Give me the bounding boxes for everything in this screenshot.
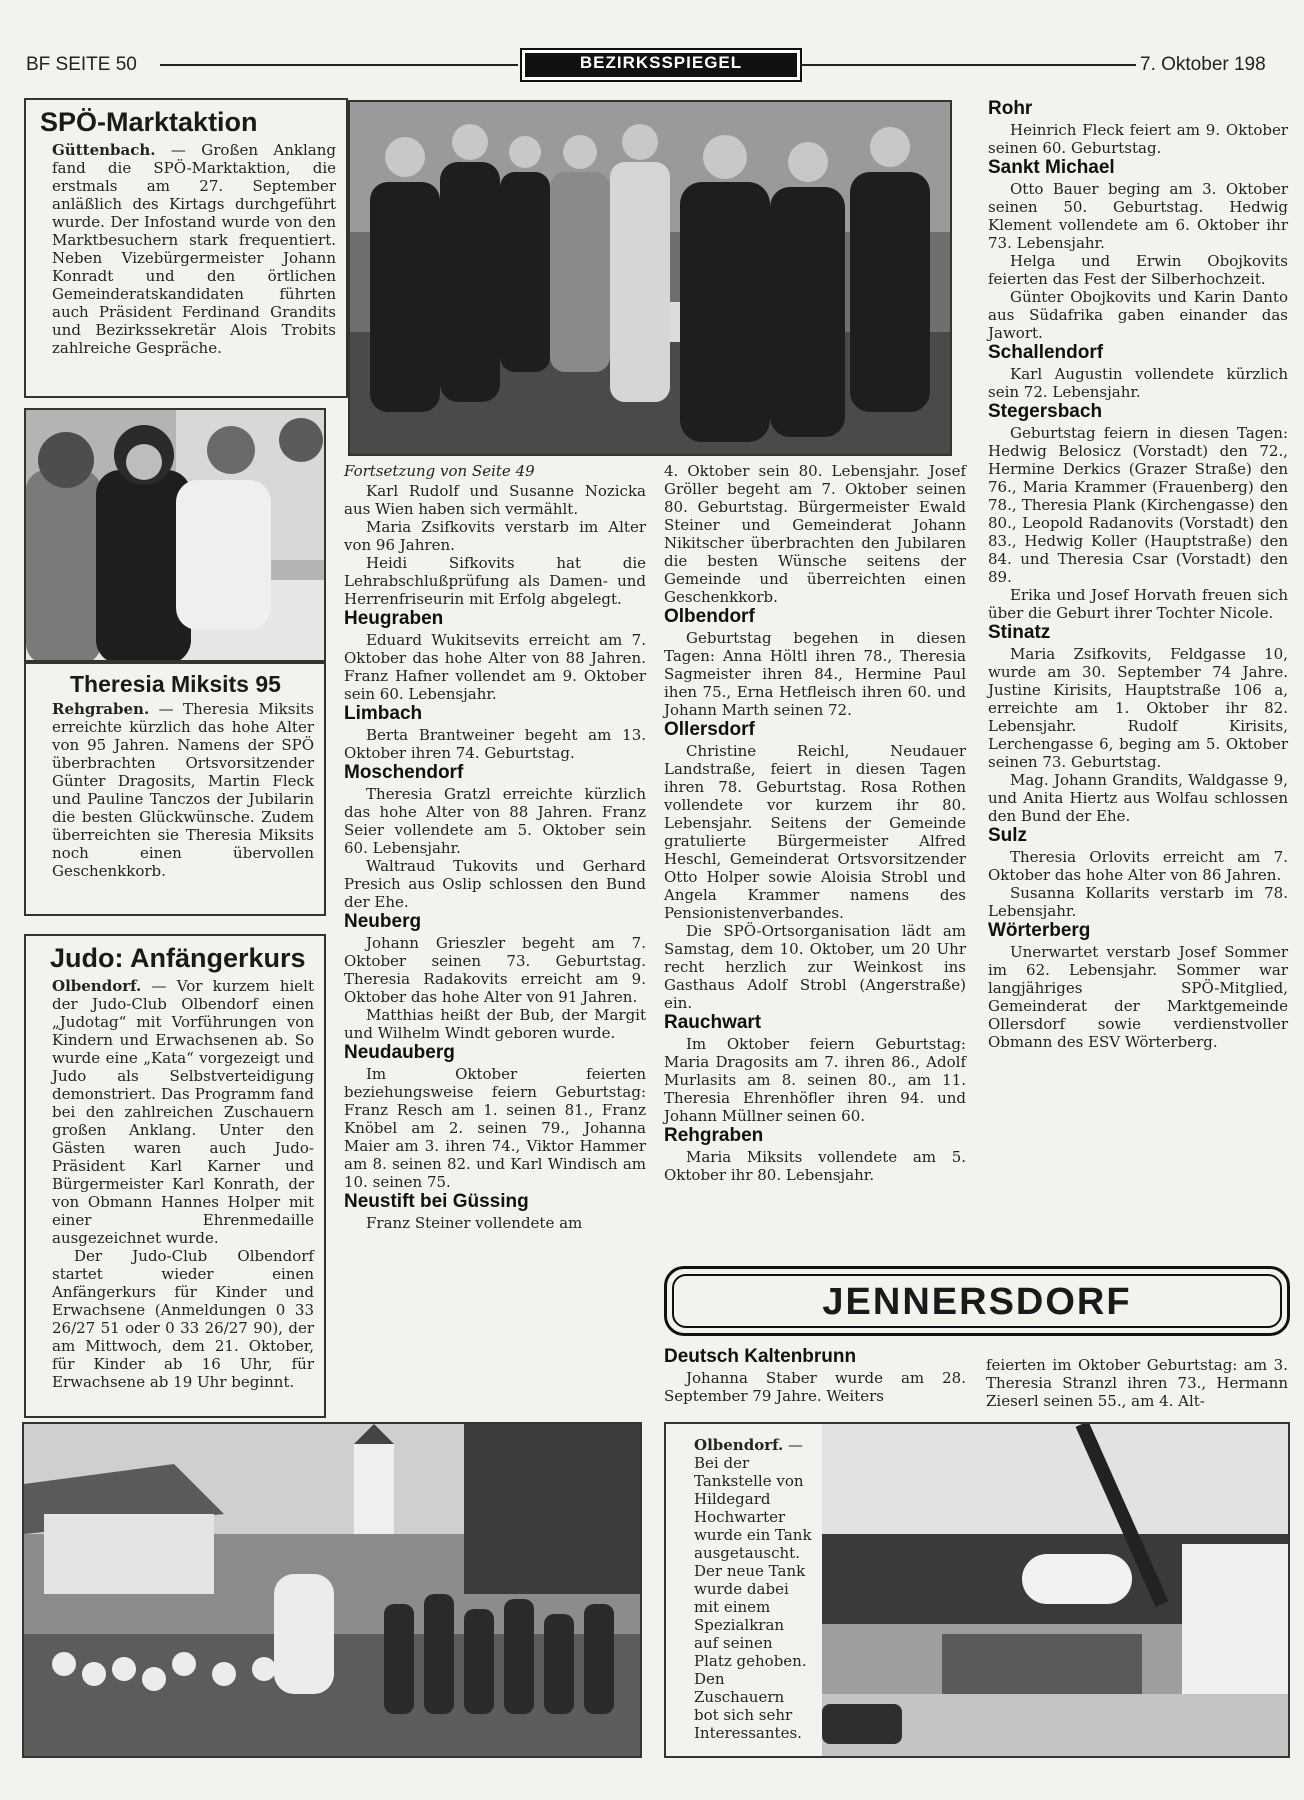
- judo-article: [24, 934, 326, 1418]
- text-neudauberg: Im Oktober feierten beziehungsweise feiern Geburtstag: Franz Resch am 1. seinen 81., Franz Knöbel am 2. seinen 79., Johanna Maier am 3. ihren 74., Viktor Hammer am 8. seinen 82. und Karl Windisch am 10. seinen 75.: [344, 1065, 646, 1191]
- column-3: [664, 462, 966, 1184]
- text-stinatz-1: Maria Zsifkovits, Feldgasse 10, wurde am 30. September 74 Jahre. Justine Kirisits, Hauptstraße 106 a, erreichte am 1. Oktober ihr 82. Lebensjahr. Rudolf Kirisits, Lerchengasse 6, beging am 5. Oktober seinen 73. Geburtstag.: [988, 645, 1288, 771]
- heading-neustift: Neustift bei Güssing: [344, 1191, 529, 1212]
- heading-deutsch-kaltenbrunn: Deutsch Kaltenbrunn: [664, 1346, 857, 1367]
- text-michael-1: Otto Bauer beging am 3. Oktober seinen 50. Geburtstag. Hedwig Klement vollendete am 6. Oktober ihr 73. Lebensjahr.: [988, 180, 1288, 252]
- judo-place: Olbendorf.: [52, 977, 142, 995]
- miksits-photo: [24, 408, 326, 662]
- jennersdorf-col-left: [664, 1348, 966, 1405]
- heading-heugraben: Heugraben: [344, 608, 444, 629]
- miksits-article: [24, 662, 326, 916]
- tank-caption: [694, 1436, 812, 1742]
- text-moschendorf-2: Waltraud Tukovits und Gerhard Presich aus Oslip schlossen den Bund der Ehe.: [344, 857, 646, 911]
- heading-rehgraben: Rehgraben: [664, 1125, 764, 1146]
- column-4: [988, 98, 1288, 1051]
- header-rule-right: [800, 64, 1136, 66]
- heading-schallendorf: Schallendorf: [988, 342, 1104, 363]
- miksits-text: — Theresia Miksits erreichte kürzlich das hohe Alter von 95 Jahren. Namens der SPÖ überbrachten Ortsvorsitzender Günter Dragosits, Martin Fleck und Pauline Tanczos der Jubilarin die besten Glückwünsche. Zudem überreichten sie Theresia Miksits noch einen übervollen Geschenkkorb.: [52, 700, 314, 880]
- text-michael-2: Helga und Erwin Obojkovits feierten das Fest der Silberhochzeit.: [988, 252, 1288, 288]
- text-rauchwart: Im Oktober feiern Geburtstag: Maria Dragosits am 7. ihren 86., Adolf Murlasits am 8. seinen 80., am 11. Theresia Ehrenhöfler ihren 94. und Johann Müllner seinen 60.: [664, 1035, 966, 1125]
- text-heugraben: Eduard Wukitsevits erreicht am 7. Oktober das hohe Alter von 88 Jahren. Franz Hafner vollendet am 9. Oktober sein 60. Lebensjahr.: [344, 631, 646, 703]
- text-rehgraben: Maria Miksits vollendete am 5. Oktober ihr 80. Lebensjahr.: [664, 1148, 966, 1184]
- text-michael-3: Günter Obojkovits und Karin Danto aus Südafrika gaben einander das Jawort.: [988, 288, 1288, 342]
- jennersdorf-title: JENNERSDORF: [672, 1274, 1282, 1328]
- text-neustift: Franz Steiner vollendete am: [366, 1214, 583, 1232]
- text-deutsch-kaltenbrunn-2: feierten im Oktober Geburtstag: am 3. Theresia Stranzl ihren 73., Hermann Zieserl seinen 55., am 4. Alt-: [986, 1356, 1288, 1410]
- miksits-place: Rehgraben.: [52, 700, 150, 718]
- text-sulz-1: Theresia Orlovits erreicht am 7. Oktober das hohe Alter von 86 Jahren.: [988, 848, 1288, 884]
- issue-date: 7. Oktober 198: [1140, 54, 1266, 75]
- tank-photo: [822, 1424, 1288, 1756]
- col2-p2: Maria Zsifkovits verstarb im Alter von 96 Jahren.: [344, 518, 646, 554]
- heading-limbach: Limbach: [344, 703, 423, 724]
- text-stinatz-2: Mag. Johann Grandits, Waldgasse 9, und Anita Hiertz aus Wolfau schlossen den Bund der Ehe.: [988, 771, 1288, 825]
- heading-stegersbach: Stegersbach: [988, 401, 1103, 422]
- text-worterberg: Unerwartet verstarb Josef Sommer im 62. Lebensjahr. Sommer war langjähriges SPÖ-Mitglied, Gemeinderat der Marktgemeinde Ollersdorf sowie verdienstvoller Obmann des ESV Wörterberg.: [988, 943, 1288, 1051]
- jennersdorf-banner: [664, 1266, 1290, 1336]
- tank-caption-text: — Bei der Tankstelle von Hildegard Hochwarter wurde ein Tank ausgetauscht. Der neue Tank wurde dabei mit einem Spezialkran auf seinen Platz gehoben. Den Zuschauern bot sich sehr Interessantes.: [694, 1436, 812, 1742]
- text-stegersbach-1: Geburtstag feiern in diesen Tagen: Hedwig Belosicz (Vorstadt) den 72., Hermine Derkics (Grazer Straße) den 76., Maria Krammer (Frauenberg) den 78., Theresia Plank (Kirchengasse) den 80., Leopold Radanovits (Vorstadt) den 83., Hedwig Koller (Hauptstraße) den 84. und Theresia Csar (Vorstadt) den 89.: [988, 424, 1288, 586]
- col2-p3: Heidi Sifkovits hat die Lehrabschlußprüfung als Damen- und Herrenfriseurin mit Erfolg abgelegt.: [344, 554, 646, 608]
- text-schallendorf: Karl Augustin vollendete kürzlich sein 72. Lebensjahr.: [988, 365, 1288, 401]
- heading-stinatz: Stinatz: [988, 622, 1051, 643]
- text-neuberg-1: Johann Grieszler begeht am 7. Oktober seinen 73. Geburtstag. Theresia Radakovits erreicht am 9. Oktober das hohe Alter von 91 Jahren.: [344, 934, 646, 1006]
- column-2: [344, 462, 646, 1232]
- heading-sulz: Sulz: [988, 825, 1028, 846]
- judo-title: Judo: Anfängerkurs: [50, 943, 306, 973]
- text-neuberg-2: Matthias heißt der Bub, der Margit und Wilhelm Windt geboren wurde.: [344, 1006, 646, 1042]
- marktaktion-text: — Großen Anklang fand die SPÖ-Marktaktion, die erstmals am 27. September anläßlich des Kirtags durchgeführt wurde. Der Infostand wurde von den Marktbesuchern stark frequentiert. Neben Vizebürgermeister Johann Konradt und den örtlichen Gemeinderatskandidaten führten auch Präsident Ferdinand Grandits und Bezirkssekretär Alois Trobits zahlreiche Gespräche.: [52, 141, 336, 357]
- judo-photo: [22, 1422, 642, 1758]
- text-olbendorf: Geburtstag begehen in diesen Tagen: Anna Höltl ihren 78., Theresia Sagmeister ihren 84., Hermine Paul ihen 75., Erna Hetfleisch ihren 60. und Johann Marth seinen 72.: [664, 629, 966, 719]
- section-label: BEZIRKSSPIEGEL: [525, 53, 797, 77]
- text-limbach: Berta Brantweiner begeht am 13. Oktober ihren 74. Geburtstag.: [344, 726, 646, 762]
- text-rohr: Heinrich Fleck feiert am 9. Oktober seinen 60. Geburtstag.: [988, 121, 1288, 157]
- text-stegersbach-2: Erika und Josef Horvath freuen sich über die Geburt ihrer Tochter Nicole.: [988, 586, 1288, 622]
- miksits-title: Theresia Miksits 95: [70, 671, 281, 697]
- col3-p0: 4. Oktober sein 80. Lebensjahr. Josef Gröller begeht am 7. Oktober seinen 80. Geburtstag. Bürgermeister Ewald Steiner und Gemeinderat Johann Nikitscher überbrachten den Jubilaren die besten Wünsche seitens der Gemeinde und überreichten einen Geschenkkorb.: [664, 462, 966, 606]
- col2-p1: Karl Rudolf und Susanne Nozicka aus Wien haben sich vermählt.: [344, 482, 646, 518]
- page-number: BF SEITE 50: [26, 54, 137, 75]
- judo-body: [40, 977, 314, 1391]
- heading-neudauberg: Neudauberg: [344, 1042, 455, 1063]
- tank-photo-frame: [664, 1422, 1290, 1758]
- judo-text: — Vor kurzem hielt der Judo-Club Olbendorf einen „Judotag“ mit Vorführungen von Kindern und Erwachsenen ab. So wurde eine „Kata“ vorgezeigt und Judo als Selbstverteidigung demonstriert. Das Programm fand bei den zahlreichen Zuschauern großen Anklang. Unter den Gästen waren auch Judo-Präsident Karl Karner und Bürgermeister Karl Konrath, der von Obmann Hannes Holper mit einer Ehrenmedaille ausgezeichnet wurde.: [52, 977, 314, 1247]
- heading-sankt-michael: Sankt Michael: [988, 157, 1115, 178]
- text-sulz-2: Susanna Kollarits verstarb im 78. Lebensjahr.: [988, 884, 1288, 920]
- text-ollersdorf-1: Christine Reichl, Neudauer Landstraße, feiert in diesen Tagen ihren 78. Geburtstag. Rosa Rothen vollendete vor kurzem ihr 80. Lebensjahr. Seitens der Gemeinde gratulierte Bürgermeister Alfred Heschl, Gemeinderat Ortsvorsitzender Otto Holper sowie Aloisia Strobl und Angela Krammer namens des Pensionistenverbandes.: [664, 742, 966, 922]
- text-deutsch-kaltenbrunn: Johanna Staber wurde am 28. September 79 Jahre. Weiters: [664, 1369, 966, 1405]
- jennersdorf-col-right: [986, 1356, 1288, 1410]
- marktaktion-body: [40, 141, 336, 357]
- section-label-box: [520, 48, 802, 82]
- heading-olbendorf: Olbendorf: [664, 606, 755, 627]
- heading-ollersdorf: Ollersdorf: [664, 719, 755, 740]
- tank-caption-place: Olbendorf.: [694, 1436, 784, 1454]
- header-rule-left: [160, 64, 518, 66]
- text-ollersdorf-2: Die SPÖ-Ortsorganisation lädt am Samstag, dem 10. Oktober, um 20 Uhr recht herzlich zur Weinkost ins Gasthaus Adolf Strobl (Angerstraße) ein.: [664, 922, 966, 1012]
- text-moschendorf-1: Theresia Gratzl erreichte kürzlich das hohe Alter von 88 Jahren. Franz Seier vollendete am 5. Oktober sein 60. Lebensjahr.: [344, 785, 646, 857]
- continuation-note: Fortsetzung von Seite 49: [344, 462, 535, 480]
- marktaktion-place: Güttenbach.: [52, 141, 156, 159]
- heading-neuberg: Neuberg: [344, 911, 422, 932]
- marktaktion-article: [24, 98, 348, 398]
- heading-rohr: Rohr: [988, 98, 1033, 119]
- marktaktion-photo: [348, 100, 952, 456]
- judo-text-2: Der Judo-Club Olbendorf startet wieder einen Anfängerkurs für Kinder und Erwachsene (Anmeldungen 0 33 26/27 51 oder 0 33 26/27 90), der am Mittwoch, dem 21. Oktober, für Kinder ab 16 Uhr, für Erwachsene ab 19 Uhr beginnt.: [52, 1247, 314, 1391]
- marktaktion-title: SPÖ-Marktaktion: [40, 107, 258, 137]
- heading-rauchwart: Rauchwart: [664, 1012, 762, 1033]
- heading-moschendorf: Moschendorf: [344, 762, 464, 783]
- heading-worterberg: Wörterberg: [988, 920, 1091, 941]
- miksits-body: [40, 700, 314, 880]
